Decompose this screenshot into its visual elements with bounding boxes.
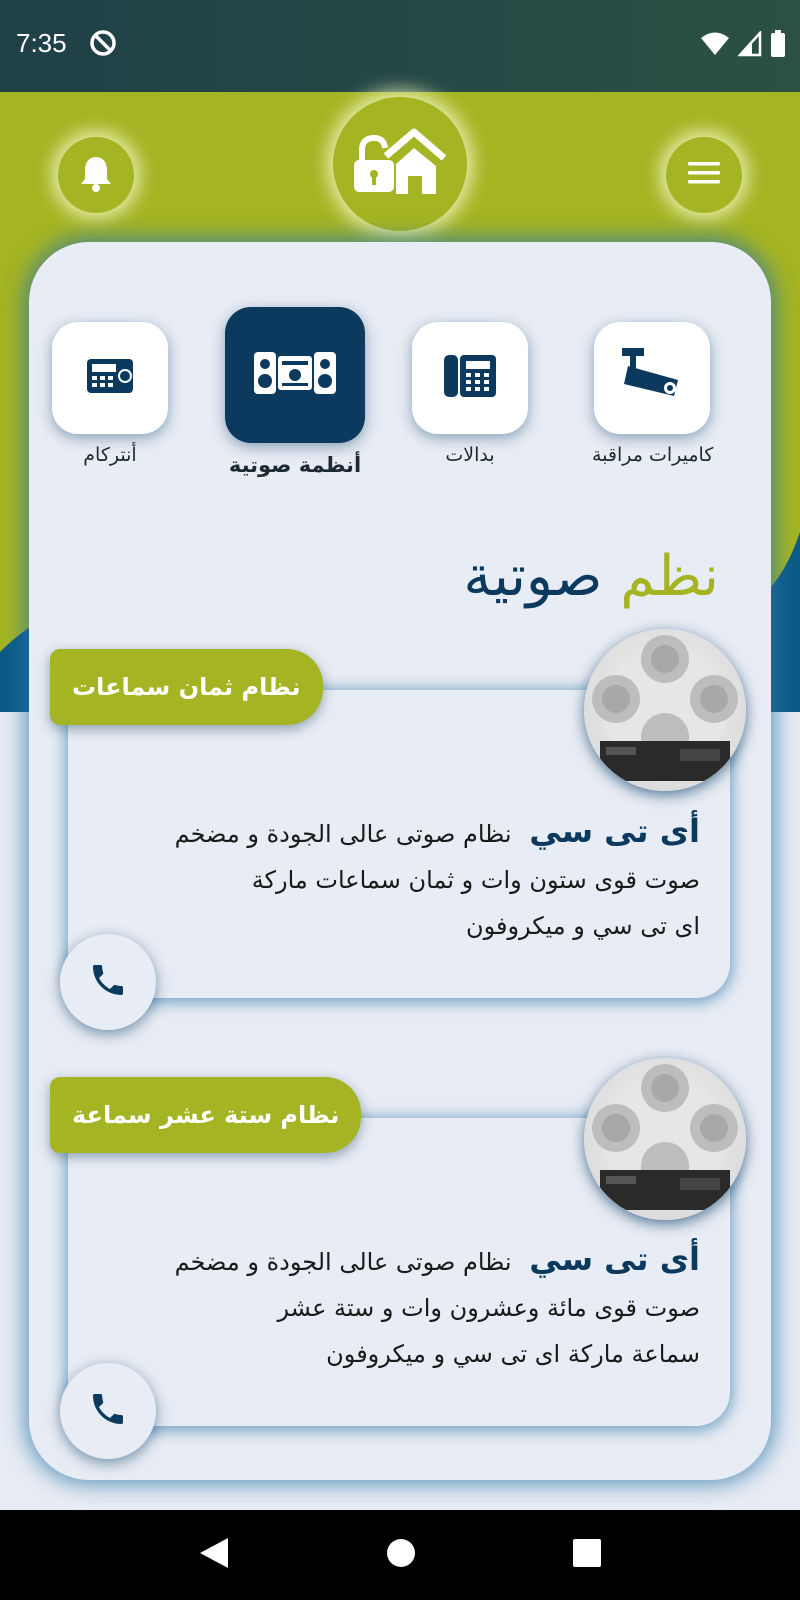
product-desc-line: صوت قوى مائة وعشرون وات و ستة عشر <box>277 1294 700 1322</box>
category-label: أنظمة صوتية <box>228 453 362 477</box>
product-tag: نظام ثمان سماعات <box>50 649 323 725</box>
back-button[interactable] <box>198 1536 230 1574</box>
signal-icon <box>738 31 762 61</box>
product-tag: نظام ستة عشر سماعة <box>50 1077 361 1153</box>
category-tile <box>52 322 168 434</box>
cctv-camera-icon <box>620 346 684 410</box>
wifi-icon <box>700 31 730 61</box>
category-intercom[interactable] <box>52 322 168 466</box>
product-image <box>584 629 746 791</box>
category-tile <box>412 322 528 434</box>
desk-phone-icon <box>442 351 498 405</box>
category-label: كاميرات مراقبة <box>592 444 714 466</box>
product-desc-line: سماعة ماركة اى تى سي و ميكروفون <box>326 1340 700 1368</box>
section-title <box>463 544 719 609</box>
do-not-disturb-icon <box>88 28 118 62</box>
call-button[interactable] <box>60 1363 156 1459</box>
stereo-system-icon <box>253 351 337 399</box>
category-tile <box>594 322 710 434</box>
category-phones[interactable] <box>390 322 550 466</box>
phone-icon <box>88 1389 128 1433</box>
category-audio[interactable] <box>205 307 385 477</box>
category-label: أنتركام <box>83 444 137 466</box>
product-desc-line: اى تى سي و ميكروفون <box>465 912 700 940</box>
hamburger-menu-icon <box>687 160 721 190</box>
section-title-part2: صوتية <box>463 544 603 609</box>
notifications-button[interactable] <box>58 137 134 213</box>
category-tile-active <box>225 307 365 443</box>
ceiling-speakers-image <box>584 629 746 791</box>
category-cameras[interactable] <box>592 322 712 466</box>
status-time: 7:35 <box>16 28 67 58</box>
product-image <box>584 1058 746 1220</box>
home-button[interactable] <box>386 1538 416 1572</box>
smart-home-lock-icon <box>352 126 448 202</box>
product-desc-line: صوت قوى ستون وات و ثمان سماعات ماركة <box>251 866 700 894</box>
category-label: بدالات <box>445 444 495 466</box>
home-logo[interactable] <box>333 97 467 231</box>
battery-icon <box>770 30 786 62</box>
status-icons <box>700 30 786 62</box>
intercom-icon <box>86 358 134 398</box>
recents-button[interactable] <box>572 1538 602 1572</box>
product-brand: أى تى سي <box>529 1240 700 1278</box>
product-description <box>80 1236 700 1377</box>
status-bar <box>0 0 800 92</box>
product-desc-line: نظام صوتى عالى الجودة و مضخم <box>174 1248 512 1276</box>
system-nav-bar <box>0 1510 800 1600</box>
call-button[interactable] <box>60 934 156 1030</box>
ceiling-speakers-image <box>584 1058 746 1220</box>
product-description <box>80 808 700 949</box>
product-desc-line: نظام صوتى عالى الجودة و مضخم <box>174 820 512 848</box>
bell-icon <box>79 154 113 196</box>
menu-button[interactable] <box>666 137 742 213</box>
product-brand: أى تى سي <box>529 812 700 850</box>
phone-icon <box>88 960 128 1004</box>
section-title-part1: نظم <box>620 544 719 609</box>
